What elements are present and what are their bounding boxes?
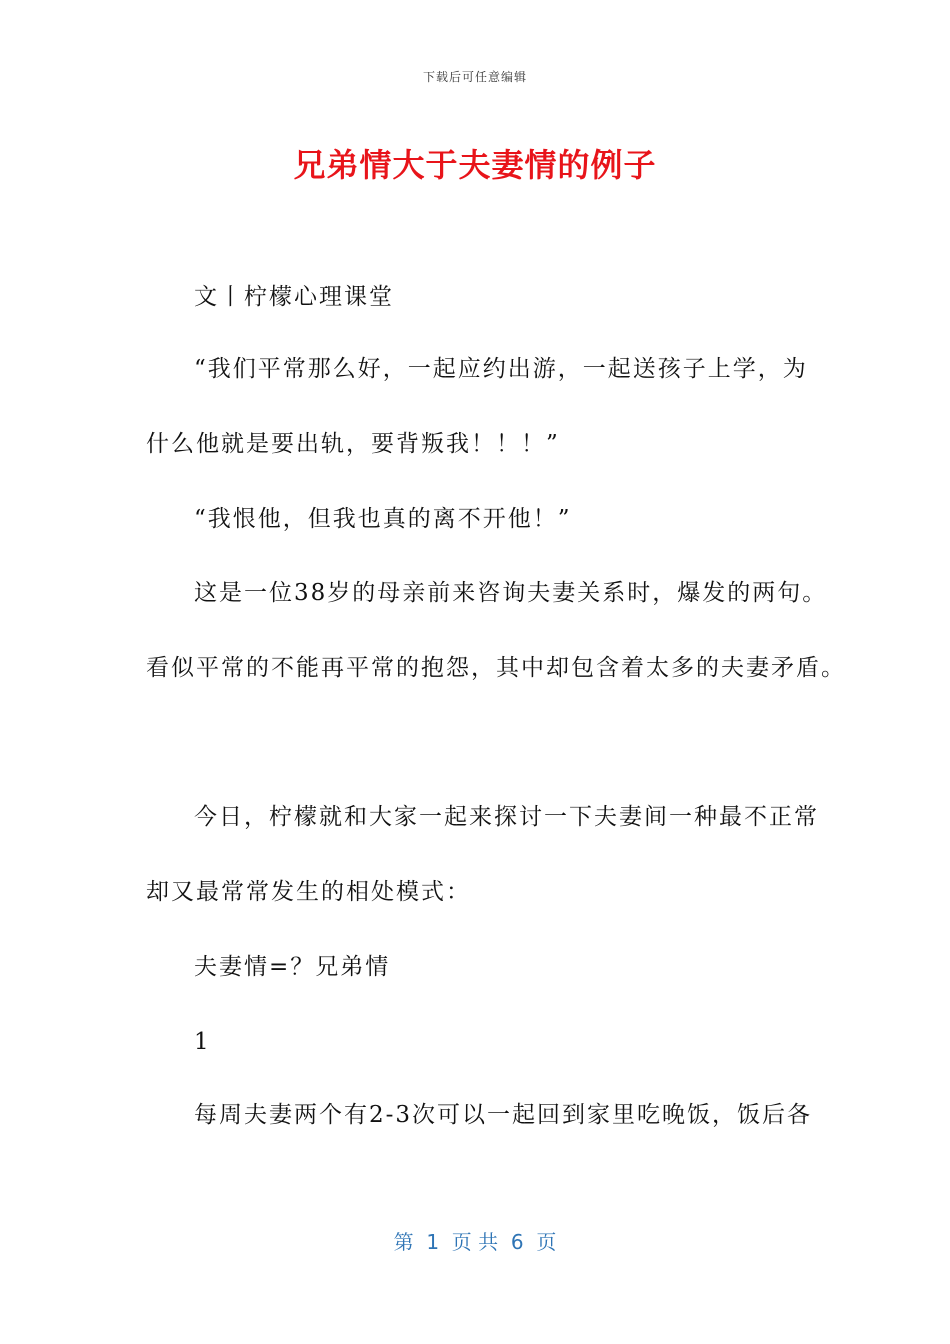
paragraph-line: 这是一位38岁的母亲前来咨询夫妻关系时，爆发的两句。 [194, 580, 828, 606]
paragraph-line: “我恨他，但我也真的离不开他！” [194, 506, 572, 532]
paragraph-line: 什么他就是要出轨，要背叛我！！！” [146, 431, 560, 457]
author-line: 文丨柠檬心理课堂 [194, 284, 394, 310]
header-note: 下载后可任意编辑 [422, 70, 527, 84]
paragraph-line: 看似平常的不能再平常的抱怨，其中却包含着太多的夫妻矛盾。 [146, 655, 846, 681]
section-heading: 夫妻情=？兄弟情 [194, 954, 391, 980]
document-title: 兄弟情大于夫妻情的例子 [293, 146, 657, 184]
page-footer: 第 1 页 共 6 页 [393, 1230, 557, 1254]
paragraph-line: 今日，柠檬就和大家一起来探讨一下夫妻间一种最不正常 [194, 804, 819, 830]
paragraph-line: 每周夫妻两个有2-3次可以一起回到家里吃晚饭，饭后各 [194, 1102, 813, 1128]
section-number: 1 [194, 1029, 211, 1055]
paragraph-line: 却又最常常发生的相处模式： [146, 879, 471, 905]
paragraph-line: “我们平常那么好，一起应约出游，一起送孩子上学，为 [194, 356, 808, 382]
